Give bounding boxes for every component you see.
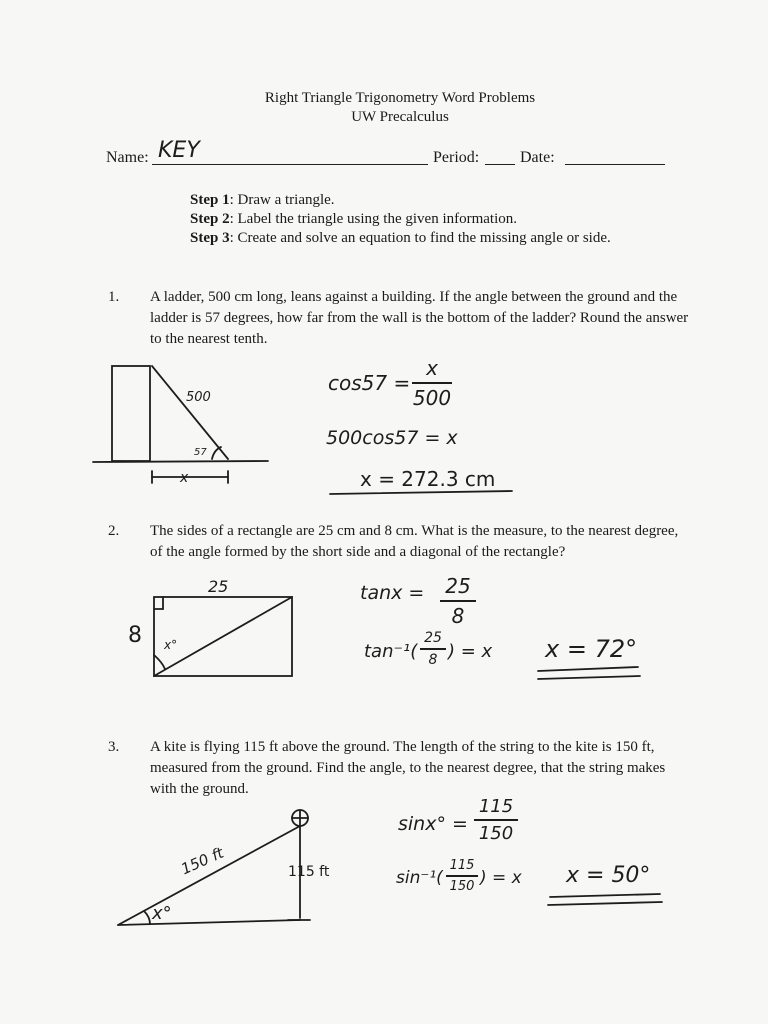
step-3-text: : Create and solve an equation to find the missing angle or side. — [229, 230, 611, 246]
p2-eq2-denominator: 8 — [428, 652, 438, 668]
p1-eq1-fraction — [412, 356, 452, 410]
p2-answer-underline-2 — [538, 676, 640, 679]
p2-side-label: 8 — [128, 623, 142, 648]
step-1-label: Step 1 — [190, 192, 230, 208]
p3-angle-label: x° — [152, 903, 172, 924]
p3-eq1-numerator: 115 — [478, 796, 514, 817]
p3-eq1-denominator: 150 — [478, 823, 514, 844]
problem-3-text: A kite is flying 115 ft above the ground. The length of the string to the kite is 150 ft, measured from the ground. Find the angle, to the nearest degree, that the string makes with the ground. — [150, 739, 666, 797]
date-label: Date: — [520, 149, 555, 166]
p3-height-label: 115 ft — [288, 864, 330, 880]
p1-hyp-label: 500 — [186, 390, 211, 405]
fraction-bar — [420, 648, 446, 650]
p2-eq1-lhs: tanx = — [360, 582, 425, 604]
p2-eq1-denominator: 8 — [451, 604, 465, 628]
period-label: Period: — [433, 149, 480, 166]
p1-base-label: x — [180, 470, 189, 486]
p3-answer: x = 50° — [566, 863, 651, 888]
problem-2-number: 2. — [108, 523, 120, 539]
p2-eq2-lhs: tan⁻¹( — [364, 641, 418, 662]
p3-eq1-lhs: sinx° = — [398, 813, 468, 835]
p1-eq1-numerator: x — [426, 356, 438, 380]
p3-eq2-lhs: sin⁻¹( — [396, 868, 443, 888]
p3-eq1-fraction — [474, 796, 518, 844]
p1-eq1-denominator: 500 — [412, 386, 452, 410]
p2-eq2-fraction — [420, 630, 446, 668]
p1-answer-underline — [330, 491, 512, 494]
p2-answer-underline-1 — [538, 667, 638, 671]
p1-answer: x = 272.3 cm — [360, 467, 496, 491]
fraction-bar — [440, 600, 476, 602]
fraction-bar — [412, 382, 452, 384]
p2-top-label: 25 — [208, 577, 229, 596]
p3-eq2-fraction — [446, 858, 478, 894]
p3-answer-underline-2 — [548, 902, 662, 905]
p3-answer-underline-1 — [550, 894, 660, 897]
p2-angle-label: x° — [164, 638, 178, 652]
p1-eq2: 500cos57 = x — [326, 427, 458, 449]
p3-eq2-rhs: ) = x — [480, 868, 522, 888]
fraction-bar — [446, 875, 478, 877]
p2-eq2-numerator: 25 — [424, 630, 442, 646]
worksheet-title: Right Triangle Trigonometry Word Problems — [264, 90, 536, 106]
kite-diagram — [118, 810, 310, 925]
p3-eq2-denominator: 150 — [449, 879, 475, 894]
name-value: KEY — [158, 138, 200, 163]
fraction-bar — [474, 819, 518, 821]
problem-1-text: A ladder, 500 cm long, leans against a building. If the angle between the ground and the ladder is 57 degrees, how far from the wall is the bottom of the ladder? Round the answer to the nearest tenth. — [150, 289, 689, 347]
p2-eq1-numerator: 25 — [445, 574, 471, 598]
p1-eq1-lhs: cos57 = — [328, 371, 411, 395]
p1-angle-label: 57 — [194, 447, 207, 458]
problem-1-number: 1. — [108, 289, 120, 305]
p3-hyp-label: 150 ft — [178, 843, 227, 879]
p2-eq1-fraction — [440, 574, 476, 628]
rectangle-diagram — [154, 597, 292, 676]
step-1-text: : Draw a triangle. — [229, 192, 335, 208]
problem-3-number: 3. — [108, 739, 120, 755]
problem-2-text: The sides of a rectangle are 25 cm and 8 cm. What is the measure, to the nearest degree, of the angle formed by the short side and a diagonal of the rectangle? — [150, 523, 679, 560]
p2-eq2-rhs: ) = x — [448, 641, 493, 662]
course-name: UW Precalculus — [351, 109, 449, 125]
step-3-label: Step 3 — [190, 230, 230, 246]
name-label: Name: — [106, 149, 149, 166]
p2-answer: x = 72° — [545, 635, 638, 663]
ladder-diagram — [93, 366, 268, 483]
p3-eq2-numerator: 115 — [449, 858, 475, 873]
step-2-label: Step 2 — [190, 211, 230, 227]
step-2-text: : Label the triangle using the given information. — [229, 211, 518, 227]
